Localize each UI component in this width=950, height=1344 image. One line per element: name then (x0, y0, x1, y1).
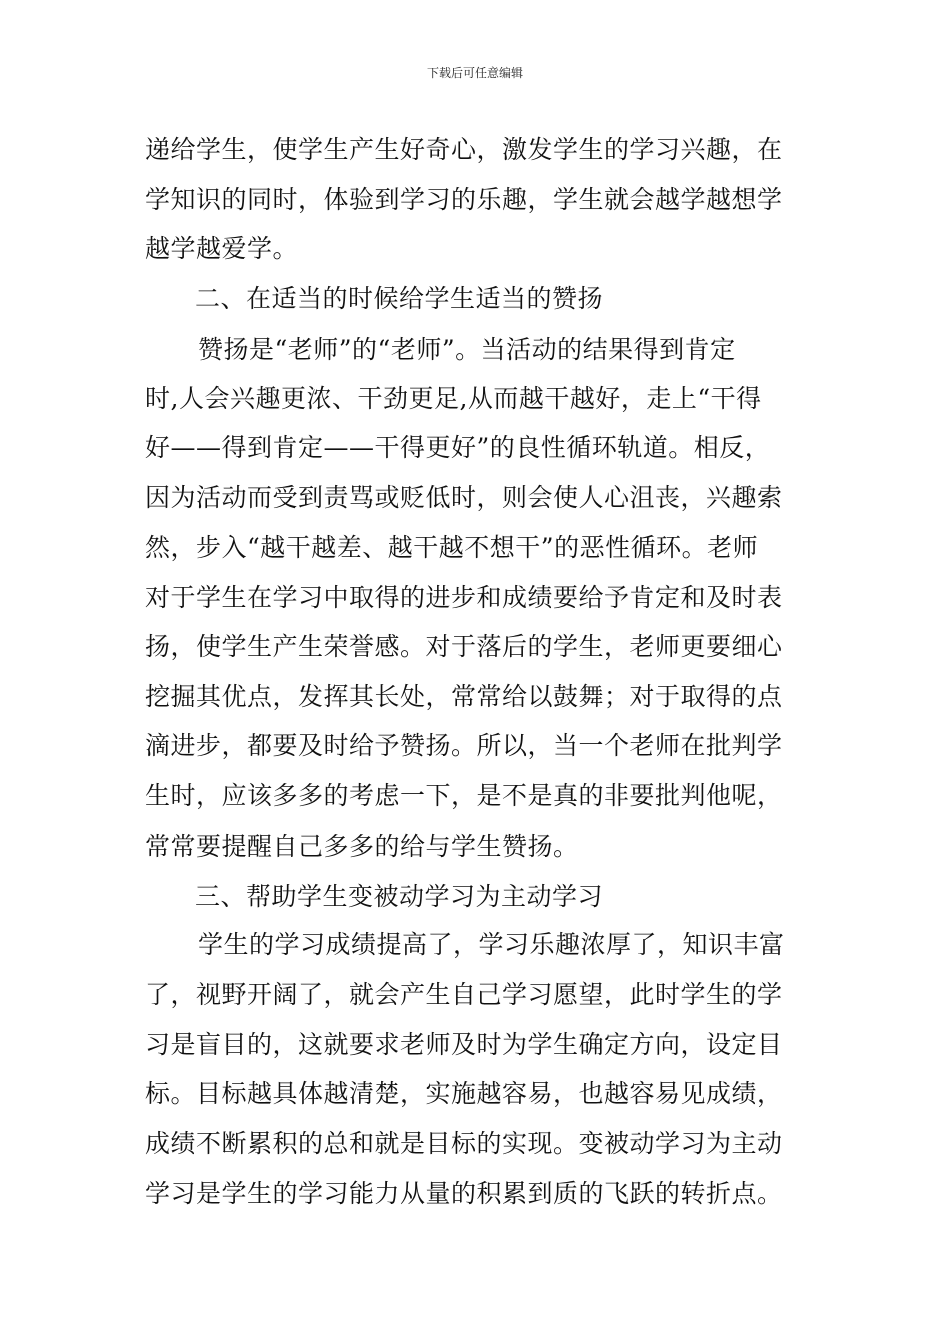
body-line: 好——得到肯定——干得更好”的良性循环轨道。相反， (145, 433, 771, 462)
section-heading: 二、在适当的时候给学生适当的赞扬 (195, 284, 604, 313)
body-line: 挖掘其优点，发挥其长处，常常给以鼓舞；对于取得的点 (145, 682, 783, 711)
body-line: 赞扬是“老师”的“老师”。当活动的结果得到肯定 (198, 335, 736, 364)
body-line: 习是盲目的，这就要求老师及时为学生确定方向，设定目 (145, 1030, 783, 1059)
body-line: 常常要提醒自己多多的给与学生赞扬。 (145, 832, 579, 861)
body-line: 然，步入“越干越差、越干越不想干”的恶性循环。老师 (145, 533, 759, 562)
body-line: 递给学生，使学生产生好奇心，激发学生的学习兴趣，在 (145, 135, 783, 164)
body-line: 因为活动而受到责骂或贬低时，则会使人心沮丧，兴趣索 (145, 483, 783, 512)
section-heading: 三、帮助学生变被动学习为主动学习 (195, 882, 604, 911)
body-line: 生时，应该多多的考虑一下，是不是真的非要批判他呢， (145, 781, 783, 810)
body-line: 滴进步，都要及时给予赞扬。所以，当一个老师在批判学 (145, 731, 783, 760)
body-line: 成绩不断累积的总和就是目标的实现。变被动学习为主动 (145, 1129, 783, 1158)
body-line: 时,人会兴趣更浓、干劲更足,从而越干越好，走上“干得 (145, 384, 762, 413)
body-line: 对于学生在学习中取得的进步和成绩要给予肯定和及时表 (145, 583, 783, 612)
body-line: 扬，使学生产生荣誉感。对于落后的学生，老师更要细心 (145, 632, 783, 661)
body-line: 了，视野开阔了，就会产生自己学习愿望，此时学生的学 (145, 980, 783, 1009)
body-line: 标。目标越具体越清楚，实施越容易，也越容易见成绩， (145, 1079, 783, 1108)
page-header: 下载后可任意编辑 (426, 66, 523, 80)
body-line: 学习是学生的学习能力从量的积累到质的飞跃的转折点。 (145, 1179, 783, 1208)
body-line: 学知识的同时，体验到学习的乐趣，学生就会越学越想学 (145, 185, 783, 214)
body-line: 学生的学习成绩提高了，学习乐趣浓厚了，知识丰富 (198, 930, 785, 959)
body-line: 越学越爱学。 (145, 234, 299, 263)
